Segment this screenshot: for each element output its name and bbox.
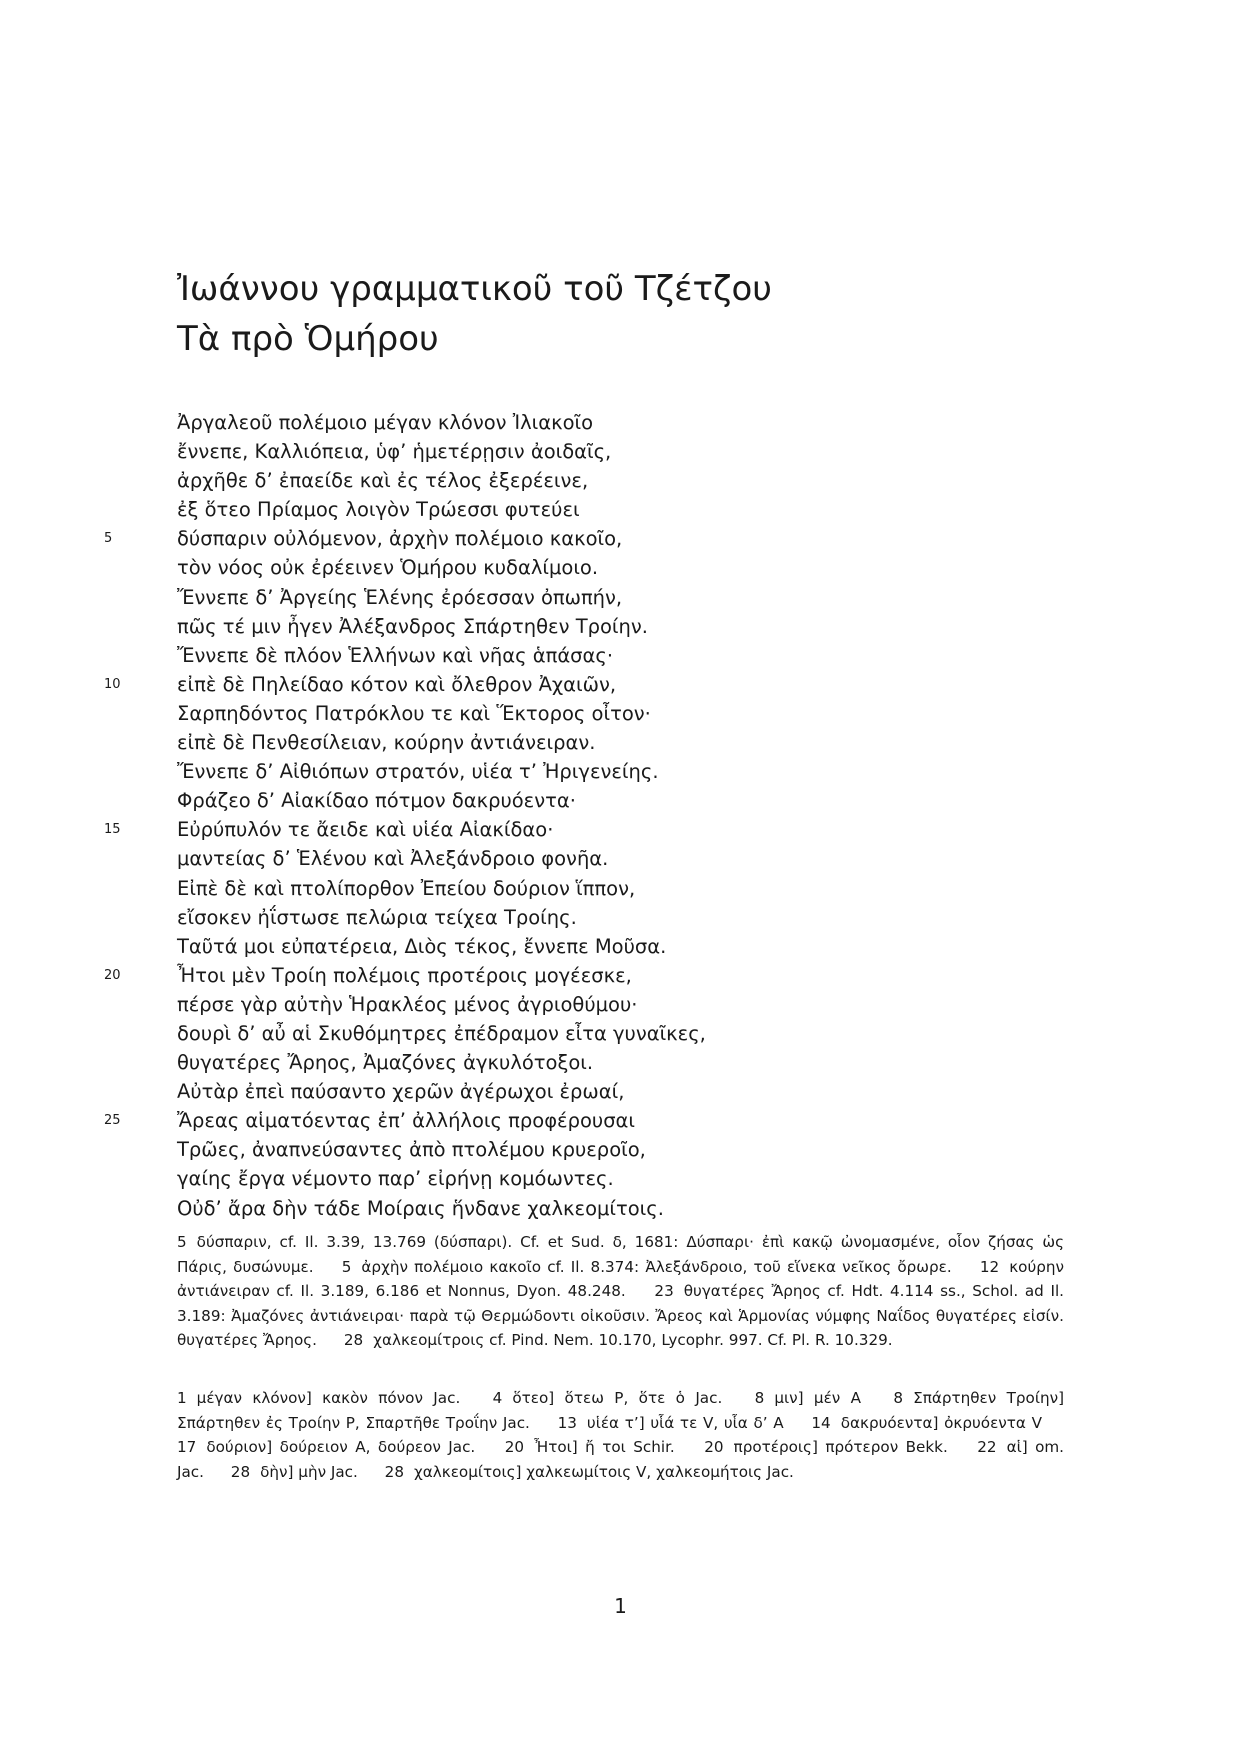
verse-text: Φράζεο δ’ Αἰακίδαο πότμον δακρυόεντα· [177,789,576,813]
verse-line [0,466,1241,495]
verse-text: τὸν νόος οὐκ ἐρέεινεν Ὁμήρου κυδαλίμοιο. [177,556,599,580]
page-title [177,264,1077,364]
verse-text: δουρὶ δ’ αὖ αἱ Σκυθόμητρες ἐπέδραμον εἶτα γυναῖκες, [177,1021,706,1045]
note-line-ref: 14 [811,1413,831,1432]
verse-text: ἐξ ὅτεο Πρίαμος λοιγὸν Τρώεσσι φυτεύει [177,498,580,522]
verse-text: γαίης ἔργα νέμοντο παρ’ εἰρήνῃ κομόωντες. [177,1167,614,1191]
note-text: δύσπαριν, cf. Il. 3.39, 13.769 (δύσπαρι). Cf. et Sud. δ, 1681: Δύσπαρι· ἐπὶ κακῷ ὠνομασμένε, οἷον ζήσας ὡς Πάρις, δυσώνυμε. [177,1233,1064,1276]
verse-text: εἰπὲ δὲ Πενθεσίλειαν, κούρην ἀντιάνειραν. [177,731,596,755]
note-text: δὴν] μὴν Jac. [260,1462,358,1481]
note-line-ref: 28 [343,1331,364,1349]
verse-text: Ἔννεπε δ’ Ἀργείης Ἑλένης ἐρόεσσαν ὀπωπήν, [177,585,623,609]
note-entry [177,1389,460,1407]
verse-text: Ταῦτά μοι εὐπατέρεια, Διὸς τέκος, ἔννεπε Μοῦσα. [177,934,667,958]
critical-apparatus [177,1386,1064,1484]
note-text: κούρην ἀντιάνειραν cf. Il. 3.189, 6.186 et Nonnus, Dyon. 48.248. [177,1257,1064,1300]
verse-text: Ἔννεπε δὲ πλόον Ἑλλήνων καὶ νῆας ἁπάσας· [177,643,614,667]
note-entry [505,1438,675,1456]
verse-line [0,932,1241,961]
note-line-ref: 8 [893,1389,904,1407]
verse-line [0,815,1241,844]
note-entry [558,1414,784,1432]
verse-line [0,1135,1241,1164]
verse-text: θυγατέρες Ἄρηος, Ἀμαζόνες ἀγκυλότοξοι. [177,1051,594,1075]
verse-line [0,757,1241,786]
note-entry [385,1463,794,1481]
verse-text: Αὐτὰρ ἐπεὶ παύσαντο χερῶν ἀγέρωχοι ἐρωαί, [177,1080,625,1104]
verse-line [0,1106,1241,1135]
note-line-ref: 5 [341,1257,352,1276]
note-entry [811,1414,1042,1432]
verse-line [0,553,1241,582]
note-text: Σπάρτηθεν Τροίην] Σπάρτηθεν ἐς Τροίην P, Σπαρτῆθε Τροΐην Jac. [177,1389,1064,1432]
note-entry [493,1389,723,1407]
note-line-ref: 17 [177,1438,197,1456]
note-line-ref: 23 [654,1282,674,1300]
note-text: Ἦτοι] ἤ τοι Schir. [534,1438,675,1456]
verse-line [0,583,1241,612]
page-number: 1 [614,1594,627,1618]
verse-line [0,1077,1241,1106]
parallel-passages-apparatus [177,1230,1064,1353]
verse-line [0,903,1241,932]
verse-line [0,641,1241,670]
note-entry [342,1258,952,1276]
note-text: μιν] μέν A [774,1389,862,1407]
verse-text: Οὐδ’ ἄρα δὴν τάδε Μοίραις ἥνδανε χαλκεομίτοις. [177,1196,664,1220]
note-text: υἱέα τ’] υἷά τε V, υἷα δ’ A [586,1413,784,1432]
line-number: 5 [104,531,113,547]
verse-text: Ἦτοι μὲν Τροίη πολέμοις προτέροις μογέεσκε, [177,963,632,987]
note-entry [177,1438,475,1456]
verse-line [0,844,1241,873]
note-line-ref: 8 [754,1389,765,1407]
title-line-2: Τὰ πρὸ Ὁμήρου [177,319,439,359]
note-line-ref: 13 [557,1413,577,1432]
line-number: 20 [104,967,121,983]
verse-line [0,524,1241,553]
verse-text: εἰπὲ δὲ Πηλείδαο κότον καὶ ὄλεθρον Ἀχαιῶν, [177,672,617,696]
verse-line [0,612,1241,641]
note-line-ref: 12 [979,1257,1000,1276]
verse-text: Τρῶες, ἀναπνεύσαντες ἀπὸ πτολέμου κρυεροῖο, [177,1138,646,1162]
verse-line [0,728,1241,757]
verse-line [0,990,1241,1019]
verse-line [0,670,1241,699]
note-entry [704,1438,948,1456]
verse-text: ἀρχῆθε δ’ ἐπαείδε καὶ ἐς τέλος ἐξερέεινε, [177,469,589,493]
note-line-ref: 1 [177,1389,187,1407]
note-entry [755,1389,861,1407]
verse-line [0,1019,1241,1048]
verse-line [0,408,1241,437]
note-text: δακρυόεντα] ὀκρυόεντα V [840,1413,1043,1432]
note-line-ref: 28 [384,1462,404,1481]
verse-text: πέρσε γὰρ αὐτὴν Ἡρακλέος μένος ἀγριοθύμου· [177,992,638,1016]
note-line-ref: 20 [504,1438,525,1456]
verse-line [0,437,1241,466]
line-number: 10 [104,676,121,692]
note-text: χαλκεομίτροις cf. Pind. Nem. 10.170, Lycophr. 997. Cf. Pl. R. 10.329. [373,1331,893,1349]
note-line-ref: 22 [977,1438,997,1456]
verse-line [0,699,1241,728]
verse-text: Εἰπὲ δὲ καὶ πτολίπορθον Ἐπείου δούριον ἵππον, [177,876,636,900]
poem-text [0,408,1241,1223]
verse-line [0,495,1241,524]
line-number: 25 [104,1113,121,1129]
verse-text: μαντείας δ’ Ἑλένου καὶ Ἀλεξάνδροιο φονῆα. [177,847,609,871]
verse-line [0,1048,1241,1077]
verse-text: Ἄρεας αἱματόεντας ἐπ’ ἀλλήλοις προφέρουσαι [177,1109,636,1133]
verse-text: δύσπαριν οὐλόμενον, ἀρχὴν πολέμοιο κακοῖο, [177,527,623,551]
note-line-ref: 4 [492,1389,503,1407]
note-text: προτέροις] πρότερον Bekk. [733,1438,948,1456]
note-text: δούριον] δούρειον A, δούρεον Jac. [206,1438,476,1456]
verse-text: Ἀργαλεοῦ πολέμοιο μέγαν κλόνον Ἰλιακοῖο [177,411,594,434]
verse-line [0,1194,1241,1223]
verse-text: Σαρπηδόντος Πατρόκλου τε καὶ Ἕκτορος οἶτον· [177,701,651,725]
note-text: χαλκεομίτοις] χαλκεωμίτοις V, χαλκεομήτοις Jac. [414,1462,794,1481]
verse-text: ἔννεπε, Καλλιόπεια, ὑφ’ ἡμετέρῃσιν ἀοιδαῖς, [177,440,612,464]
note-line-ref: 28 [230,1462,251,1481]
verse-line [0,874,1241,903]
verse-line [0,1164,1241,1193]
note-text: θυγατέρες Ἄρηος cf. Hdt. 4.114 ss., Schol. ad Il. 3.189: Ἀμαζόνες ἀντιάνειραι· παρὰ τῷ Θερμώδοντι οἰκοῦσιν. Ἄρεος καὶ Ἁρμονίας νύμφης Ναΐδος θυγατέρες εἰσίν. θυγατέρες Ἄρηος. [177,1282,1065,1349]
note-entry [344,1331,893,1349]
note-text: ἀρχὴν πολέμοιο κακοῖο cf. Il. 8.374: Ἀλεξάνδροιο, τοῦ εἵνεκα νεῖκος ὄρωρε. [361,1257,952,1276]
verse-text: πῶς τέ μιν ἦγεν Ἀλέξανδρος Σπάρτηθεν Τροίην. [177,614,648,638]
verse-text: Εὐρύπυλόν τε ἄειδε καὶ υἱέα Αἰακίδαο· [177,818,554,842]
verse-text: Ἔννεπε δ’ Αἰθιόπων στρατόν, υἱέα τ’ Ἠριγενείης. [177,760,659,784]
line-number: 15 [104,822,121,838]
verse-text: εἴσοκεν ἠΐστωσε πελώρια τείχεα Τροίης. [177,905,577,929]
note-text: μέγαν κλόνον] κακὸν πόνον Jac. [196,1389,461,1407]
title-line-1: Ἰωάννου γραμματικοῦ τοῦ Τζέτζου [177,269,772,309]
note-line-ref: 20 [704,1438,724,1456]
verse-line [0,786,1241,815]
verse-line [0,961,1241,990]
note-text: ὅτεο] ὅτεω P, ὅτε ὁ Jac. [512,1389,723,1407]
note-line-ref: 5 [177,1233,187,1251]
note-text: αἱ] om. Jac. [177,1438,1065,1481]
note-entry [231,1463,358,1481]
